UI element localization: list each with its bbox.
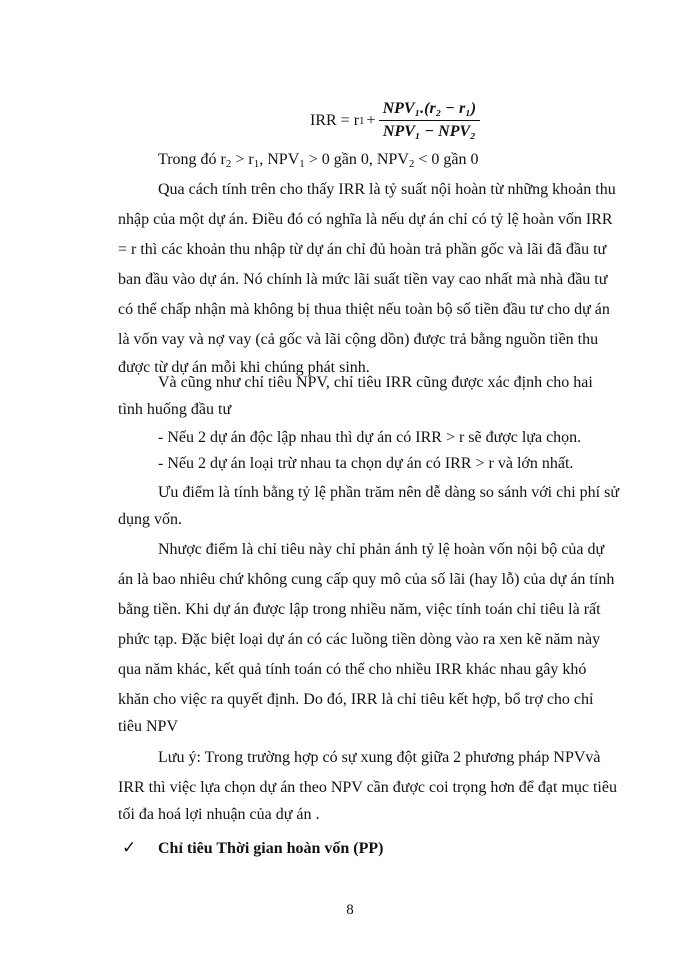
condition-text: Trong đó r — [158, 151, 226, 168]
paragraph-line: án là bao nhiêu chứ không cung cấp quy mô của số lãi (hay lỗ) của dự án tính — [118, 571, 615, 588]
paragraph-line: IRR thì việc lựa chọn dự án theo NPV cần được coi trọng hơn để đạt mục tiêu — [118, 779, 617, 796]
condition-text: < 0 gần 0 — [414, 151, 479, 168]
paragraph-line: tiêu NPV — [118, 718, 178, 735]
paragraph-line: được từ dự án mỗi khi chúng phát sinh. — [118, 359, 370, 376]
formula-fraction — [379, 100, 481, 141]
irr-formula: IRR = r 1 + $\frac{\text{NPV₁.(r₂ − r₁)}}{\text{NPV₁ − NPV₂}}$ — [310, 100, 480, 141]
paragraph-line: là vốn vay và nợ vay (cả gốc và lãi cộng dồn) được trả bằng nguồn tiền thu — [118, 331, 599, 348]
condition-text: , NPV — [259, 151, 300, 168]
list-item: - Nếu 2 dự án độc lập nhau thì dự án có IRR > r sẽ được lựa chọn. — [158, 429, 582, 446]
paragraph-line: dụng vốn. — [118, 511, 182, 528]
formula-denominator: NPV₁ − NPV₂ — [382, 123, 476, 140]
condition-subscript: 2 — [408, 158, 415, 170]
paragraph-line: bằng tiền. Khi dự án được lập trong nhiều năm, việc tính toán chỉ tiêu là rất — [118, 601, 601, 618]
page-number: 8 — [346, 902, 354, 918]
paragraph-line: ban đầu vào dự án. Nó chính là mức lãi suất tiền vay cao nhất mà nhà đầu tư — [118, 271, 608, 288]
paragraph-line: có thể chấp nhận mà không bị thua thiệt nếu toàn bộ số tiền đầu tư cho dự án — [118, 301, 610, 318]
condition-line — [158, 150, 570, 170]
formula-numerator: NPV₁.(r₂ − r₁) — [379, 100, 481, 121]
condition-text: > 0 gần 0, NPV — [304, 151, 409, 168]
paragraph-line: tình huống đầu tư — [118, 401, 232, 418]
paragraph-line: khăn cho việc ra quyết định. Do đó, IRR là chỉ tiêu kết hợp, bổ trợ cho chỉ — [118, 691, 594, 708]
paragraph-line: = r thì các khoản thu nhập từ dự án chỉ đủ hoàn trả phần gốc và lãi đã đầu tư — [118, 241, 607, 258]
paragraph-line: Lưu ý: Trong trường hợp có sự xung đột giữa 2 phương pháp NPVvà — [158, 749, 601, 766]
paragraph-line: Qua cách tính trên cho thấy IRR là tỷ suất nội hoàn từ những khoản thu — [158, 181, 616, 198]
paragraph-line: qua năm khác, kết quả tính toán có thể cho nhiều IRR khác nhau gây khó — [118, 661, 587, 678]
formula-lhs: IRR = r — [310, 111, 360, 129]
condition-subscript: 1 — [299, 158, 305, 170]
section-heading: Chỉ tiêu Thời gian hoàn vốn (PP) — [158, 840, 384, 857]
paragraph-line: nhập của một dự án. Điều đó có nghĩa là nếu dự án chỉ có tỷ lệ hoàn vốn IRR — [118, 211, 613, 228]
paragraph-line: Và cũng như chỉ tiêu NPV, chỉ tiêu IRR cũng được xác định cho hai — [158, 374, 593, 391]
paragraph-line: phức tạp. Đặc biệt loại dự án có các luồng tiền dòng vào ra xen kẽ năm này — [118, 631, 601, 648]
checkmark-icon: ✓ — [122, 838, 137, 857]
formula-plus: + — [366, 111, 376, 129]
condition-subscript: 2 — [225, 158, 232, 170]
paragraph-line: Nhược điểm là chỉ tiêu này chỉ phản ánh tỷ lệ hoàn vốn nội bộ của dự — [158, 541, 605, 558]
list-item: - Nếu 2 dự án loại trừ nhau ta chọn dự án có IRR > r và lớn nhất. — [158, 455, 574, 472]
condition-subscript: 1 — [253, 158, 260, 170]
paragraph-line: Ưu điểm là tính bằng tỷ lệ phần trăm nên dễ dàng so sánh với chi phí sử — [158, 484, 620, 501]
paragraph-line: tối đa hoá lợi nhuận của dự án . — [118, 806, 320, 823]
condition-text: > r — [231, 151, 254, 168]
